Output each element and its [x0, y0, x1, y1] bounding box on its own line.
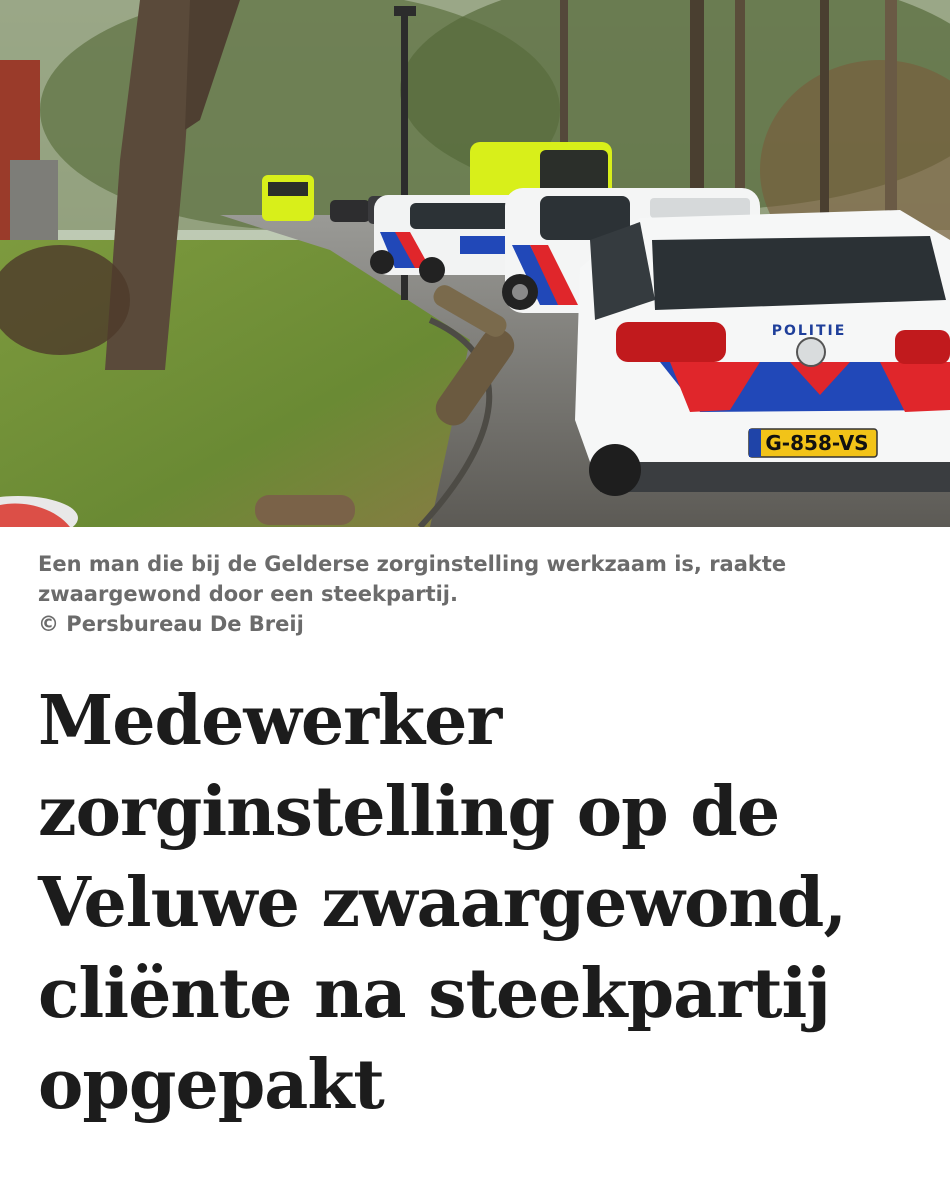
- headline-line: cliënte na steekpartij: [38, 954, 830, 1034]
- headline-line: opgepakt: [38, 1045, 384, 1125]
- caption-text-line-2: zwaargewond door een steekpartij.: [38, 582, 458, 606]
- license-plate-text: G-858-VS: [765, 431, 869, 455]
- headline-line: Veluwe zwaargewond,: [38, 863, 846, 943]
- police-car-back: [370, 195, 524, 283]
- headline-line: Medewerker: [38, 681, 502, 761]
- police-marking-text: POLITIE: [771, 323, 847, 339]
- photo-caption: [38, 549, 918, 639]
- headline-line: zorginstelling op de: [38, 772, 780, 852]
- caption-text-line-1: Een man die bij de Gelderse zorginstelling werkzaam is, raakte: [38, 552, 787, 576]
- hero-photo-scene: [0, 0, 950, 527]
- photo-credit: © Persbureau De Breij: [38, 612, 304, 636]
- police-car-front: [575, 210, 950, 496]
- article-hero-photo: [0, 0, 950, 527]
- article-headline: [38, 676, 918, 1131]
